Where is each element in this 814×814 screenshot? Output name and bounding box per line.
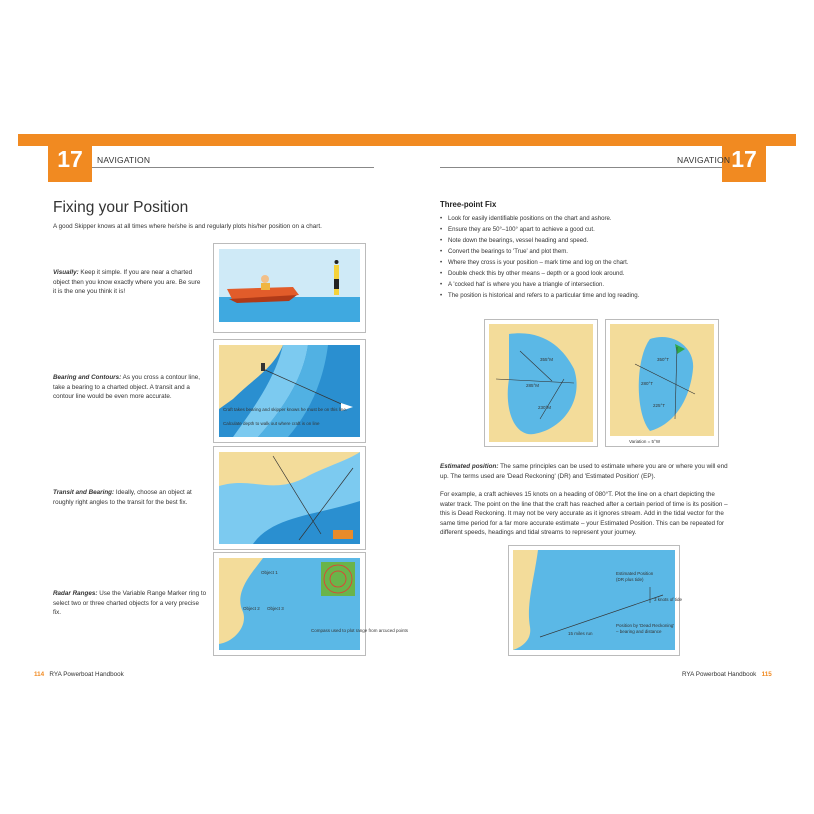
term-bearing-contours: Bearing and Contours: [53, 374, 122, 381]
ep-label-miles-run: 15 miles run [568, 631, 593, 636]
fig4-object-1: Object 1 [261, 570, 278, 575]
ep-label-estimated-position: Estimated Position [616, 571, 654, 576]
section-visually: Visually: Keep it simple. If you are near a charted object then you know exactly where you are. Be sure it is the one you think it is! [53, 269, 201, 295]
variation-label: Variation = 5°W [629, 439, 661, 444]
section-radar-ranges: Radar Ranges: Use the Variable Range Marker ring to select two or three charted objects for a very precise fix. [53, 590, 207, 616]
page-number-left: 114 [34, 671, 45, 678]
list-item: • A 'cocked hat' is where you have a triangle of intersection. [440, 279, 730, 290]
fig2-caption-1: Craft takes bearing and skipper knows he must be on this line. [223, 407, 348, 412]
list-item: • Double check this by other means – depth or a good look around. [440, 268, 730, 279]
chapter-number-left: 17 [48, 134, 92, 182]
ep-label-bearing-distance: – bearing and distance [616, 629, 662, 634]
ep-label-dr-plus-tide: (DR plus tide) [616, 577, 644, 582]
fix-b-bearing-2: 280°T [641, 381, 654, 386]
list-item: • Ensure they are 50°–100° apart to achieve a good cut. [440, 224, 730, 235]
list-item: • The position is historical and refers to a particular time and log reading. [440, 290, 730, 301]
fix-a-bearing-1: 355°M [540, 357, 554, 362]
figure-three-point-fix-magnetic [484, 319, 598, 447]
term-transit-bearing: Transit and Bearing: [53, 489, 115, 496]
running-head-rule-left [92, 167, 374, 168]
page-title: Fixing your Position [53, 199, 189, 216]
running-head-rule-right [440, 167, 722, 168]
fix-a-bearing-2: 285°M [526, 383, 540, 388]
footer-right [682, 671, 772, 678]
running-head-left: NAVIGATION [97, 155, 151, 165]
fig2-caption-2: Calculate depth to walk out where craft is on line [223, 421, 320, 426]
page-number-right: 115 [761, 671, 772, 678]
section-transit-bearing: Transit and Bearing: Ideally, choose an object at roughly right angles to the transit for the best fix. [53, 489, 192, 506]
footer-title-left: RYA Powerboat Handbook [49, 671, 124, 678]
term-visually: Visually: [53, 269, 79, 276]
list-item: • Note down the bearings, vessel heading and speed. [440, 235, 730, 246]
term-radar-ranges: Radar Ranges: [53, 590, 98, 597]
fix-a-bearing-3: 230°M [538, 405, 552, 410]
estimated-position-para-1: Estimated position: The same principles can be used to estimate where you are or where you will end up. The terms used are 'Dead Reckoning' (DR) and 'Estimated Position' (EP). [440, 463, 728, 480]
three-point-fix-heading: Three-point Fix [440, 200, 497, 209]
ep-label-dead-reckoning: Position by 'Dead Reckoning' [616, 623, 675, 628]
running-head-right: NAVIGATION [677, 155, 731, 165]
figure-three-point-fix-true [605, 319, 719, 447]
figure-estimated-position [508, 545, 683, 656]
figure-transit-bearing [213, 446, 366, 550]
fix-b-bearing-3: 225°T [653, 403, 666, 408]
list-item: • Convert the bearings to 'True' and plot them. [440, 246, 730, 257]
estimated-position-para-2: For example, a craft achieves 15 knots on a heading of 080°T. Plot the line on a chart depicting the water track. The point on the line that the craft has reached after a certain period of time is its position – this is Dead Reckoning. It may not be very accurate as it ignores stream. Add in the tidal vector for the same time period for a far more accurate estimate – your Estimated Position. This can be repeated for different speeds, headings and tidal streams to represent your journey. [440, 491, 728, 536]
figure-radar-ranges [213, 552, 409, 656]
fig4-object-2: Object 2 [243, 606, 260, 611]
chapter-number-right: 17 [722, 134, 766, 182]
list-item: • Where they cross is your position – mark time and log on the chart. [440, 257, 730, 268]
three-point-fix-list [440, 213, 730, 301]
fig4-caption: Compass used to plot range from arcuced points [311, 628, 409, 633]
fig4-object-3: Object 3 [267, 606, 284, 611]
figure-bearing-contours [213, 339, 366, 443]
ep-label-tide: 3 knots of tide [654, 597, 683, 602]
footer-title-right: RYA Powerboat Handbook [682, 671, 757, 678]
intro-text: A good Skipper knows at all times where he/she is and regularly plots his/her position on a chart. [53, 223, 322, 230]
fix-b-bearing-1: 350°T [657, 357, 670, 362]
footer-left [34, 671, 124, 678]
term-estimated-position: Estimated position: [440, 463, 499, 470]
figure-visual-fix [213, 243, 366, 333]
header-bar [18, 134, 796, 146]
list-item: • Look for easily identifiable positions on the chart and ashore. [440, 213, 730, 224]
section-bearing-contours: Bearing and Contours: As you cross a contour line, take a bearing to a charted object. A transit and a contour line would be even more accurate. [53, 374, 200, 400]
